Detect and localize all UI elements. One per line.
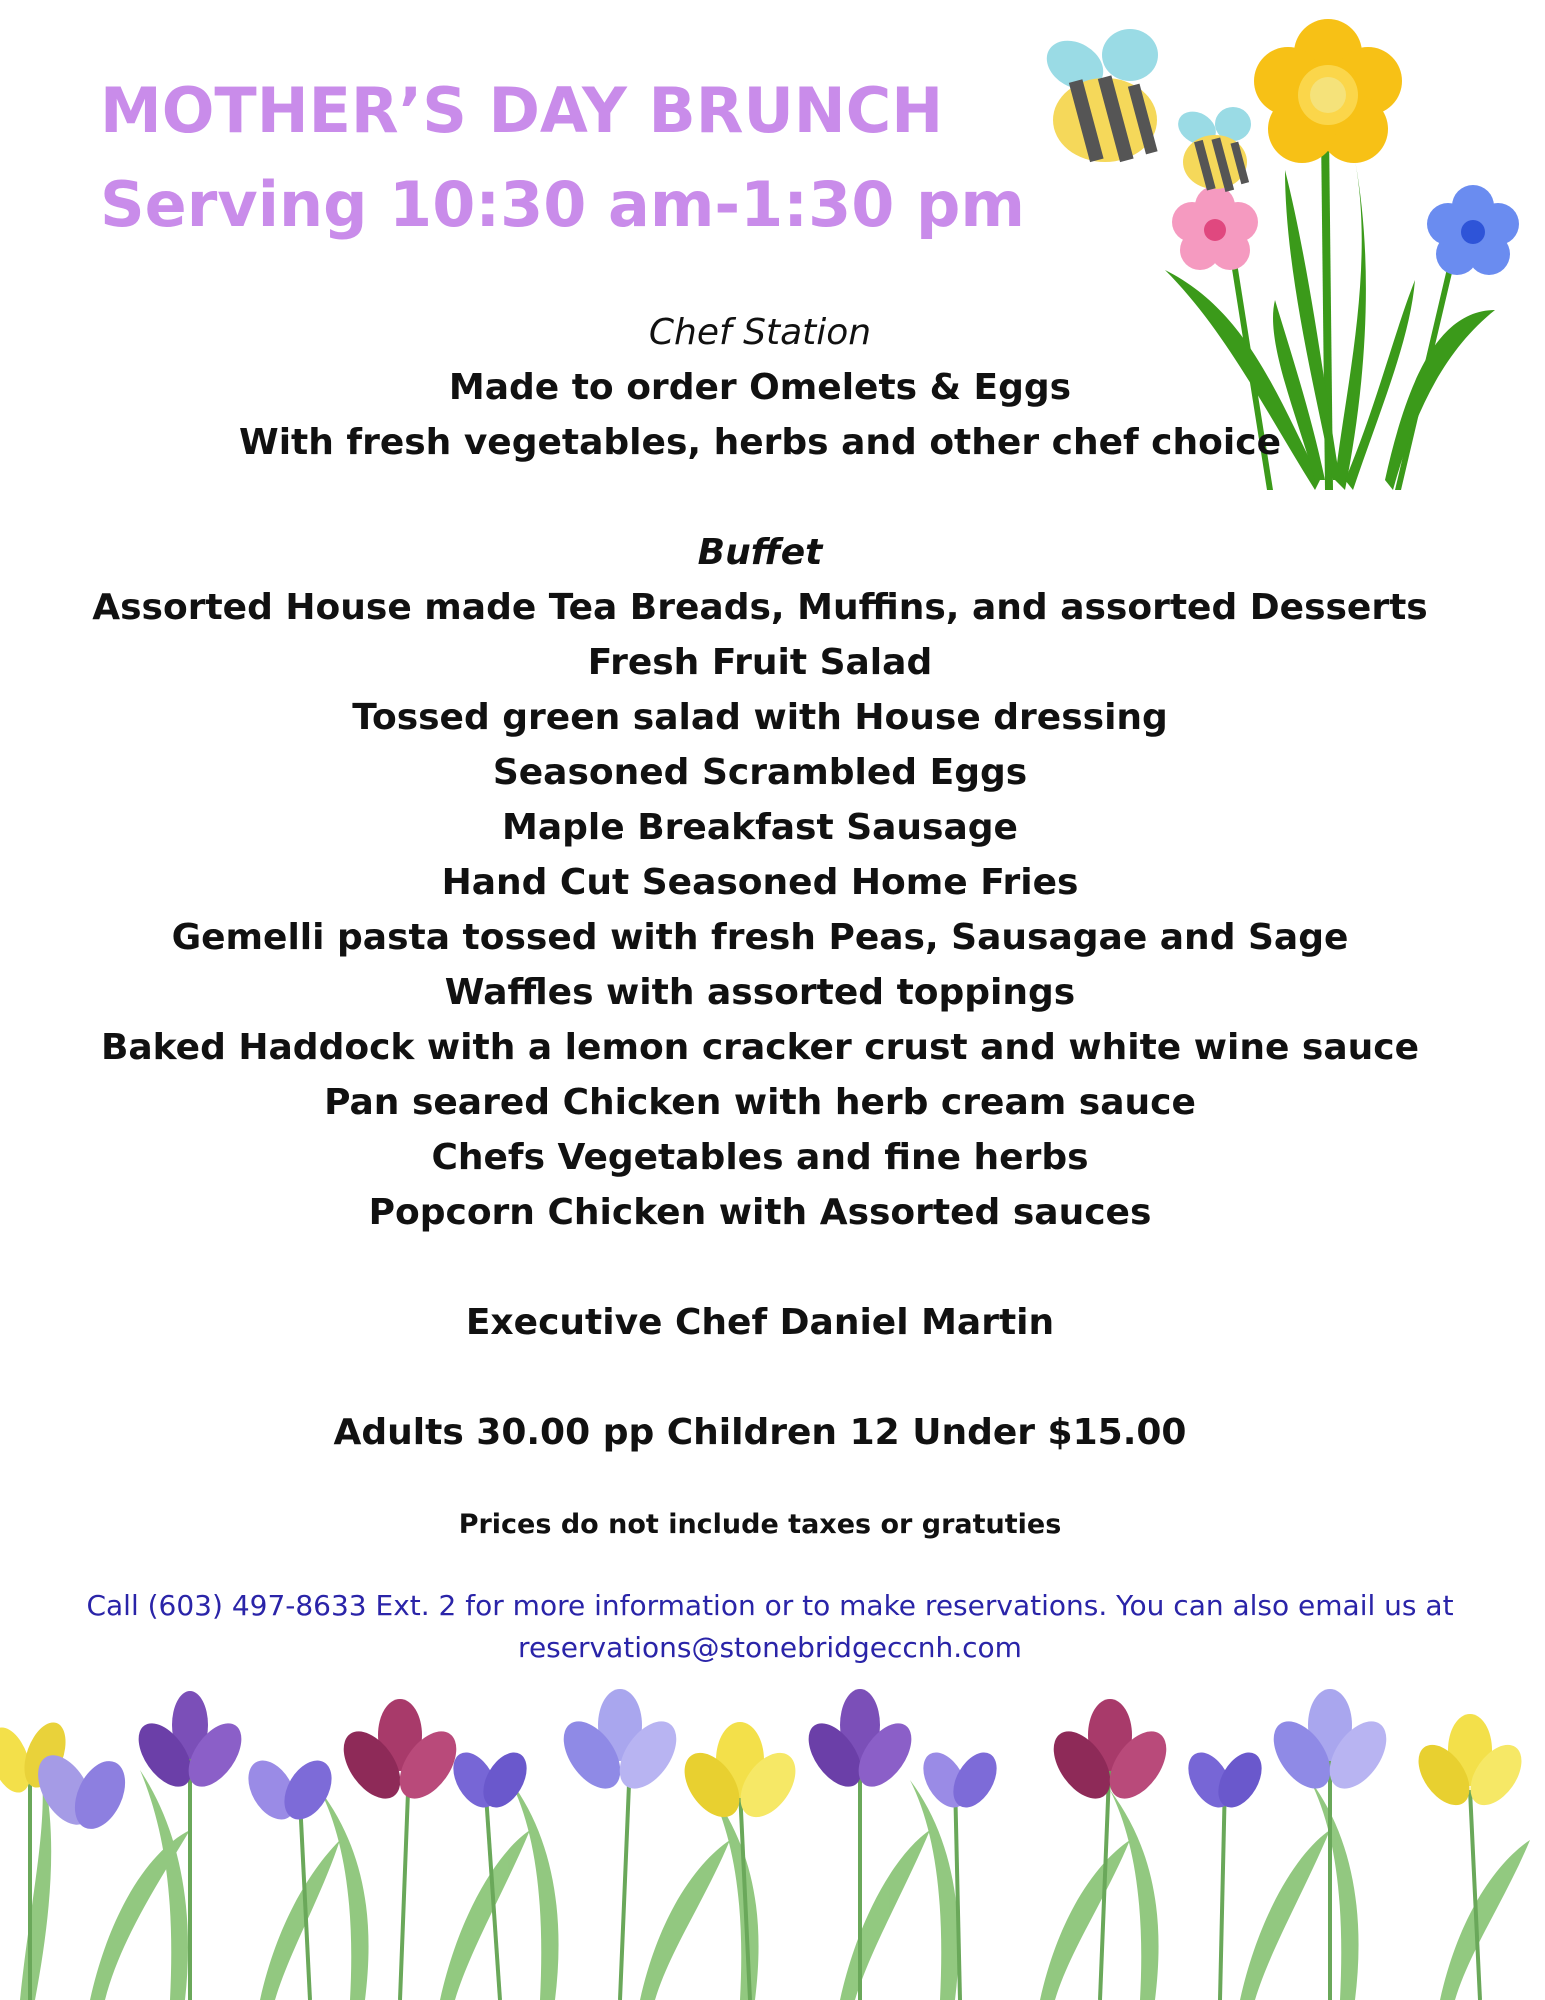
iris-flower-icon — [552, 1689, 688, 1799]
iris-border-illustration — [0, 1680, 1545, 2000]
buffet-item: Waffles with assorted toppings — [444, 972, 1076, 1013]
bee-icon — [1038, 29, 1158, 162]
blue-flower-icon — [1427, 185, 1519, 275]
buffet-item: Pan seared Chicken with herb cream sauce — [324, 1082, 1196, 1123]
buffet-item: Tossed green salad with House dressing — [352, 697, 1168, 738]
price-note: Prices do not include taxes or gratuties — [458, 1509, 1062, 1540]
buffet-item: Assorted House made Tea Breads, Muffins, and assorted Desserts — [92, 587, 1428, 628]
pink-flower-icon — [1172, 186, 1258, 270]
menu-body — [60, 305, 1460, 1550]
buffet-item: Popcorn Chicken with Assorted sauces — [368, 1192, 1152, 1233]
chef-station-heading: Chef Station — [648, 312, 872, 353]
email-link[interactable]: reservations@stonebridgeccnh.com — [518, 1631, 1022, 1664]
serving-hours: Serving 10:30 am-1:30 pm — [100, 168, 1025, 241]
buffet-item: Chefs Vegetables and fine herbs — [431, 1137, 1089, 1178]
buffet-item: Seasoned Scrambled Eggs — [492, 752, 1028, 793]
buffet-item: Hand Cut Seasoned Home Fries — [441, 862, 1079, 903]
pricing: Adults 30.00 pp Children 12 Under $15.00 — [333, 1412, 1187, 1453]
buffet-item: Fresh Fruit Salad — [587, 642, 933, 683]
yellow-flower-icon — [1254, 19, 1402, 163]
iris-flower-icon — [1179, 1745, 1270, 1815]
iris-flower-icon — [239, 1752, 342, 1827]
bee-icon — [1172, 105, 1251, 192]
chef-station-line: With fresh vegetables, herbs and other chef choice — [239, 422, 1281, 463]
page-title: MOTHER’S DAY BRUNCH — [100, 74, 944, 147]
buffet-item: Gemelli pasta tossed with fresh Peas, Sausagae and Sage — [171, 917, 1349, 958]
chef-station-line: Made to order Omelets & Eggs — [448, 367, 1072, 408]
buffet-heading: Buffet — [697, 532, 823, 573]
contact-info — [40, 1585, 1500, 1669]
contact-line: Call (603) 497-8633 Ext. 2 for more information or to make reservations. You can also email us at — [86, 1589, 1454, 1622]
iris-flower-icon — [914, 1745, 1005, 1815]
buffet-item: Maple Breakfast Sausage — [502, 807, 1018, 848]
iris-flower-icon — [332, 1699, 468, 1809]
buffet-item: Baked Haddock with a lemon cracker crust and white wine sauce — [100, 1027, 1420, 1068]
executive-chef: Executive Chef Daniel Martin — [465, 1302, 1055, 1343]
